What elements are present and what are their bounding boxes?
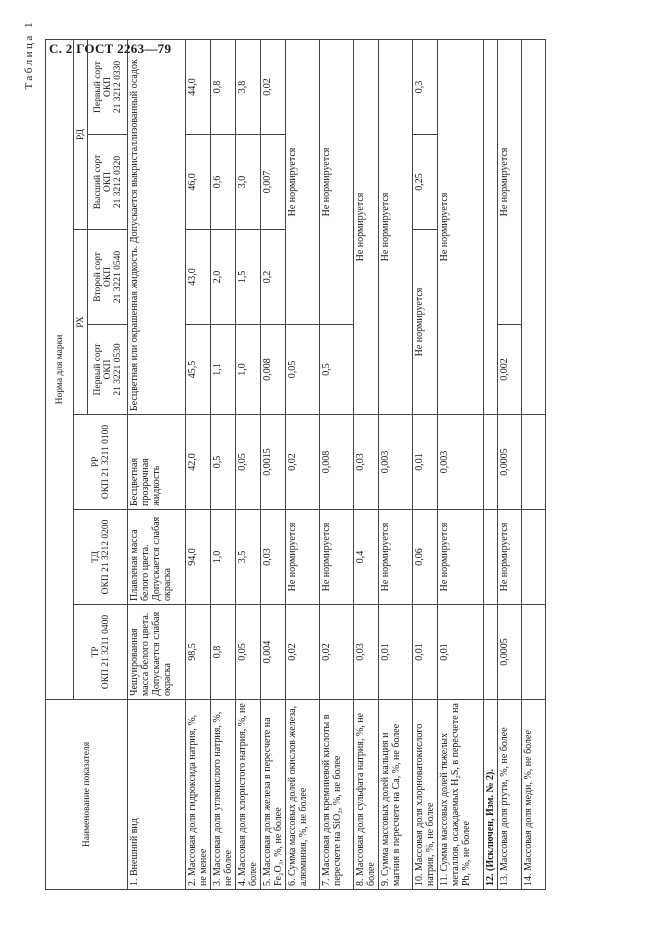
cell-rr: 42,0 [186, 415, 211, 510]
col-header-rkh: РХ [74, 230, 88, 415]
cell-tr: 0,05 [236, 605, 261, 700]
row-name: 4. Массовая доля хлористого натрия, %, не более [236, 700, 261, 890]
cell-rkh-rd [484, 39, 498, 414]
cell-rkh-second: 0,2 [261, 230, 286, 325]
row-name: 3. Массовая доля углекислого натрия, %, не более [211, 700, 236, 890]
rotated-table-container [23, 20, 605, 890]
cell-rd-highest: 0,007 [261, 135, 286, 230]
cell-rr: 0,05 [236, 415, 261, 510]
cell-td: Не нормируется [438, 510, 484, 605]
col-header-rd-highest: Высший сорт ОКП 21 3212 0320 [88, 135, 128, 230]
cell-rkh-first: 1,0 [236, 325, 261, 415]
cell-tr: 0,8 [211, 605, 236, 700]
cell-tr: 0,01 [379, 605, 413, 700]
cell-rd-highest: 46,0 [186, 135, 211, 230]
cell-rd-highest: 0,25 [413, 135, 438, 230]
cell-rkh12: Не нормируется [413, 230, 438, 415]
cell-rr: 0,03 [354, 415, 379, 510]
row-name: 9. Сумма массовых долей кальция и магния в пересчете на Ca, %, не более [379, 700, 413, 890]
col-header-tr: ТР ОКП 21 3211 0400 [74, 605, 128, 700]
cell-tr [522, 605, 546, 700]
cell-rd-first: 44,0 [186, 39, 211, 134]
cell-td: 94,0 [186, 510, 211, 605]
cell-rd-first: 0,02 [261, 39, 286, 134]
cell-rr [484, 415, 498, 510]
cell-rd-first: 3,8 [236, 39, 261, 134]
row-name: 7. Массовая доля кремниевой кислоты в пересчете на SiO₂, %, не более [320, 700, 354, 890]
cell-rkh2-rd: Не нормируется [320, 39, 354, 324]
row-name: 1. Внешний вид [128, 700, 186, 890]
cell-rr: 0,008 [320, 415, 354, 510]
cell-tr: 0,01 [438, 605, 484, 700]
row-name: 5. Массовая доля железа в пересчете на Fe₂O₃, %, не более [261, 700, 286, 890]
row-name: 6. Сумма массовых долей окислов железа, алюминия, %, не более [286, 700, 320, 890]
cell-rkh-first: 45,5 [186, 325, 211, 415]
col-header-rd: РД [74, 39, 88, 229]
cell-rkh-rd: Не нормируется [354, 39, 379, 414]
cell-td: 3,5 [236, 510, 261, 605]
cell-rkh-first: 0,5 [320, 325, 354, 415]
cell-tr: 0,03 [354, 605, 379, 700]
cell-tr: 0,02 [286, 605, 320, 700]
row-name: 10. Массовая доля хлорноватокислого натрия, %, не более [413, 700, 438, 890]
cell-rkh-first: 1,1 [211, 325, 236, 415]
cell-rkh-first: 0,05 [286, 325, 320, 415]
cell-rkh-first: 0,008 [261, 325, 286, 415]
cell-rr: 0,0015 [261, 415, 286, 510]
col-header-rr: РР ОКП 21 3211 0100 [74, 415, 128, 510]
cell-td: Не нормируется [498, 510, 522, 605]
cell-rr: 0,0005 [498, 415, 522, 510]
col-header-td: ТД ОКП 21 3212 0200 [74, 510, 128, 605]
row-name: 12. (Исключен, Изм. № 2). [484, 700, 498, 890]
cell-td: 0,03 [261, 510, 286, 605]
cell-td [522, 510, 546, 605]
cell-rkh-rd: Бесцветная или окрашенная жидкость. Допускается выкристаллизованный осадок [128, 39, 186, 414]
cell-rr: 0,02 [286, 415, 320, 510]
cell-rr: 0,01 [413, 415, 438, 510]
cell-td: 1,0 [211, 510, 236, 605]
cell-tr: 0,02 [320, 605, 354, 700]
cell-rd-first: 0,3 [413, 39, 438, 134]
col-header-rkh-first: Первый сорт ОКП 21 3221 0530 [88, 325, 128, 415]
cell-rkh-rd: Не нормируется [379, 39, 413, 414]
cell-rkh-rd [522, 39, 546, 414]
cell-rkh-second: 43,0 [186, 230, 211, 325]
cell-tr: 0,004 [261, 605, 286, 700]
cell-rkh2-rd: Не нормируется [286, 39, 320, 324]
cell-tr: 98,5 [186, 605, 211, 700]
cell-rkh-first: 0,002 [498, 325, 522, 415]
cell-td: Не нормируется [320, 510, 354, 605]
cell-rr [522, 415, 546, 510]
cell-tr: Чешуированная масса белого цвета. Допускается слабая окраска [128, 605, 186, 700]
col-header-name: Наименование показателя [46, 700, 128, 890]
page-header: С. 2 ГОСТ 2263—79 [49, 41, 172, 56]
cell-tr: 0,0005 [498, 605, 522, 700]
cell-rr: 0,5 [211, 415, 236, 510]
cell-rkh-rd: Не нормируется [438, 39, 484, 414]
cell-rkh-second: 1,5 [236, 230, 261, 325]
col-header-rkh-second: Второй сорт ОКП 21 3221 0540 [88, 230, 128, 325]
cell-td: 0,4 [354, 510, 379, 605]
cell-td: Не нормируется [286, 510, 320, 605]
row-name: 11. Сумма массовых долей тяжелых металлов, осаждаемых H₂S, в пересчете на Pb, %, не более [438, 700, 484, 890]
cell-tr [484, 605, 498, 700]
row-name: 13. Массовая доля ртути, %, не более [498, 700, 522, 890]
row-name: 14. Массовая доля меди, %, не более [522, 700, 546, 890]
col-header-rd-first: Первый сорт ОКП 21 3212 0330 [88, 39, 128, 134]
row-name: 2. Массовая доля гидроксида натрия, %, не менее [186, 700, 211, 890]
cell-rkh2-rd: Не нормируется [498, 39, 522, 324]
cell-td: 0,06 [413, 510, 438, 605]
cell-rkh-second: 2,0 [211, 230, 236, 325]
cell-rd-first: 0,8 [211, 39, 236, 134]
cell-rd-highest: 3,0 [236, 135, 261, 230]
cell-td [484, 510, 498, 605]
specification-table [45, 39, 546, 890]
cell-rd-highest: 0,6 [211, 135, 236, 230]
row-name: 8. Массовая доля сульфата натрия, %, не более [354, 700, 379, 890]
cell-tr: 0,01 [413, 605, 438, 700]
col-header-norm: Норма для марки [46, 39, 74, 699]
cell-rr: Бесцветная прозрачная жидкость [128, 415, 186, 510]
cell-td: Плавленая масса белого цвета. Допускается слабая окраска [128, 510, 186, 605]
cell-rr: 0,003 [379, 415, 413, 510]
cell-td: Не нормируется [379, 510, 413, 605]
cell-rr: 0,003 [438, 415, 484, 510]
table-label: Таблица 1 [23, 20, 35, 90]
